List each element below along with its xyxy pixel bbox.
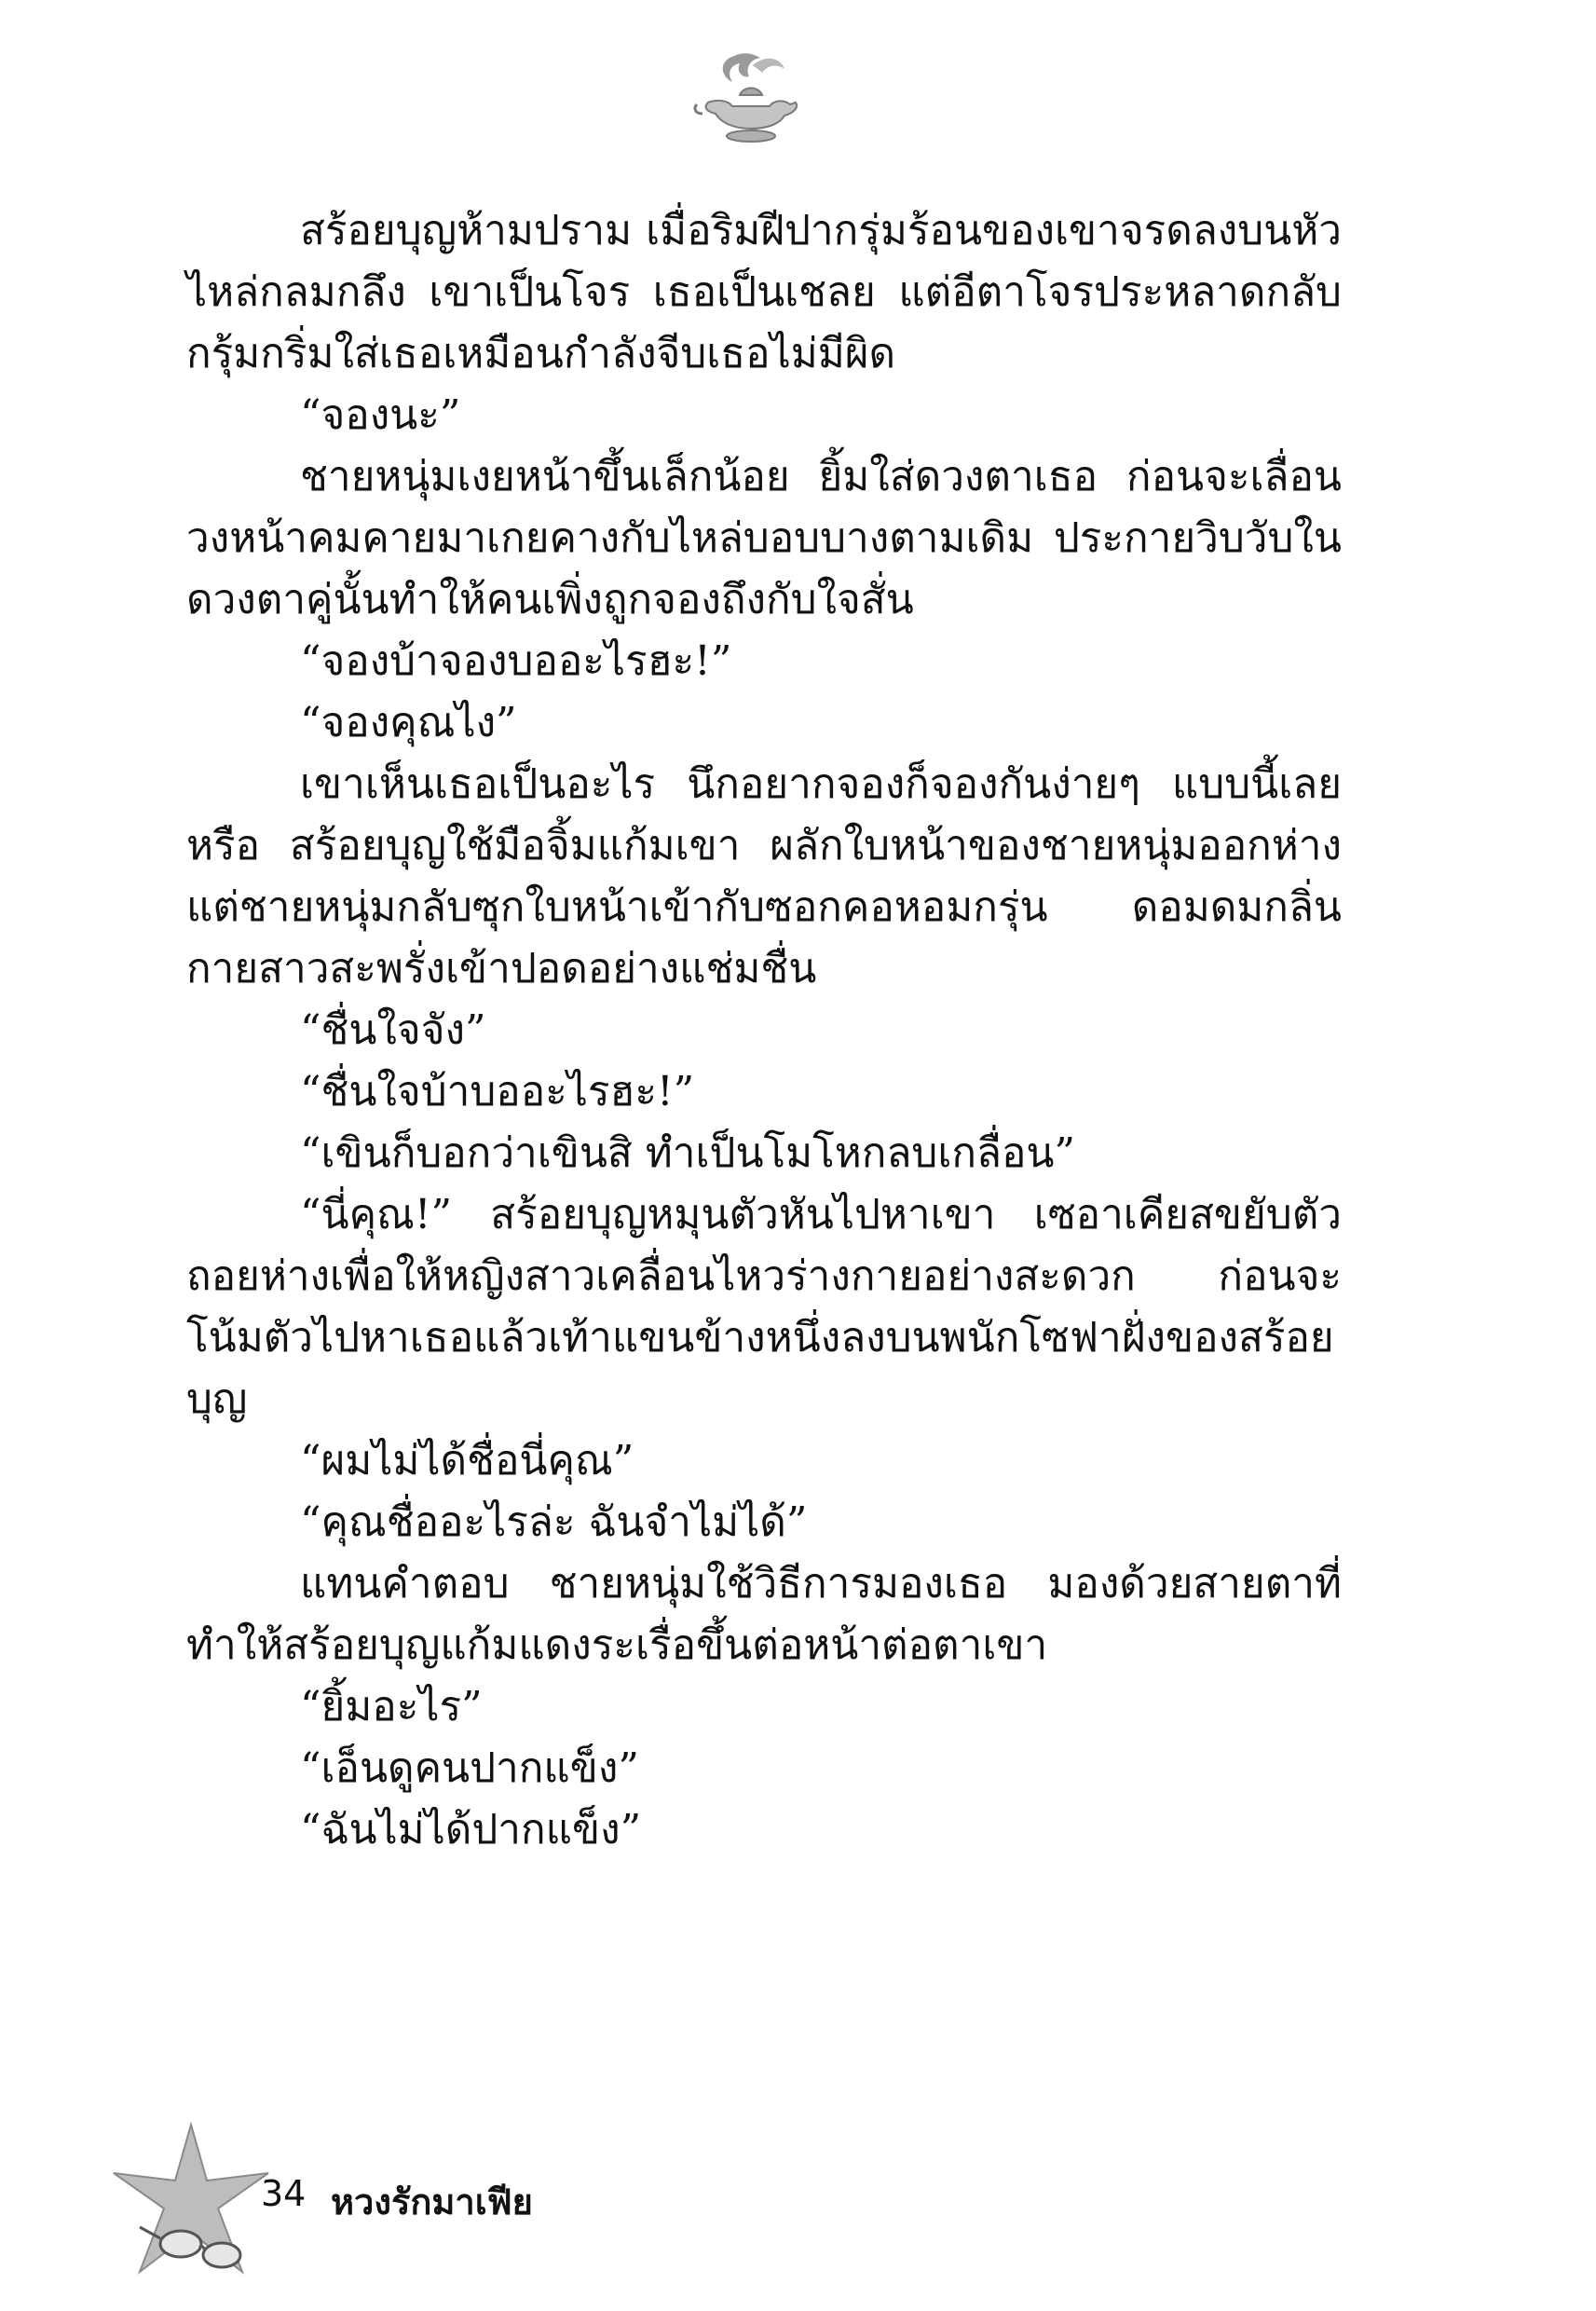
body-text	[186, 200, 1342, 1861]
dialogue-line: “คุณชื่ออะไรล่ะ ฉันจำไม่ได้”	[300, 1498, 808, 1546]
dialogue-line: “จองบ้าจองบออะไรฮะ!”	[300, 637, 732, 685]
dialogue-line: “ฉันไม่ได้ปากแข็ง”	[300, 1806, 642, 1853]
dialogue-line: “ชื่นใจบ้าบออะไรฮะ!”	[300, 1068, 695, 1115]
narration-paragraph: ชายหนุ่มเงยหน้าขึ้นเล็กน้อย ยิ้มใส่ดวงตาเธอ ก่อนจะเลื่อนวงหน้าคมคายมาเกยคางกับไหล่บอบบางตามเดิม ประกายวิบวับในดวงตาคู่นั้นทำให้คนเพิ่งถูกจองถึงกับใจสั่น	[186, 453, 1342, 623]
page-footer	[102, 2115, 662, 2292]
narration-paragraph: เขาเห็นเธอเป็นอะไร นึกอยากจองก็จองกันง่ายๆ แบบนี้เลยหรือ สร้อยบุญใช้มือจิ้มแก้มเขา ผลักใบหน้าของชายหนุ่มออกห่าง แต่ชายหนุ่มกลับซุกใบหน้าเข้ากับซอกคอหอมกรุ่น ดอมดมกลิ่นกายสาวสะพรั่งเข้าปอดอย่างแช่มชื่น	[186, 760, 1342, 992]
dialogue-line: “ชื่นใจจัง”	[300, 1006, 486, 1054]
dialogue-line: “เอ็นดูคนปากแข็ง”	[300, 1744, 639, 1792]
narration-paragraph: แทนคำตอบ ชายหนุ่มใช้วิธีการมองเธอ มองด้วยสายตาที่ทำให้สร้อยบุญแก้มแดงระเรื่อขึ้นต่อหน้าต่อตาเขา	[186, 1560, 1342, 1669]
genie-lamp-icon	[680, 48, 811, 151]
book-title: หวงรักมาเฟีย	[331, 2181, 533, 2222]
starfish-sunglasses-icon	[102, 2115, 280, 2292]
dialogue-line: “ผมไม่ได้ชื่อนี่คุณ”	[300, 1437, 634, 1484]
page-number: 34	[261, 2173, 307, 2214]
dialogue-line: “จองนะ”	[300, 391, 461, 439]
dialogue-line: “ยิ้มอะไร”	[300, 1683, 483, 1730]
narration-paragraph: สร้อยบุญห้ามปราม เมื่อริมฝีปากรุ่มร้อนของเขาจรดลงบนหัวไหล่กลมกลึง เขาเป็นโจร เธอเป็นเชลย แต่อีตาโจรประหลาดกลับกรุ้มกริ่มใส่เธอเหมือนกำลังจีบเธอไม่มีผิด	[186, 207, 1342, 377]
dialogue-line: “จองคุณไง”	[300, 699, 517, 746]
dialogue-line: “เขินก็บอกว่าเขินสิ ทำเป็นโมโหกลบเกลื่อน”	[300, 1129, 1075, 1177]
narration-paragraph: “นี่คุณ!” สร้อยบุญหมุนตัวหันไปหาเขา เซอาเคียสขยับตัวถอยห่างเพื่อให้หญิงสาวเคลื่อนไหวร่างกายอย่างสะดวก ก่อนจะโน้มตัวไปหาเธอแล้วเท้าแขนข้างหนึ่งลงบนพนักโซฟาฝั่งของสร้อยบุญ	[186, 1191, 1342, 1423]
